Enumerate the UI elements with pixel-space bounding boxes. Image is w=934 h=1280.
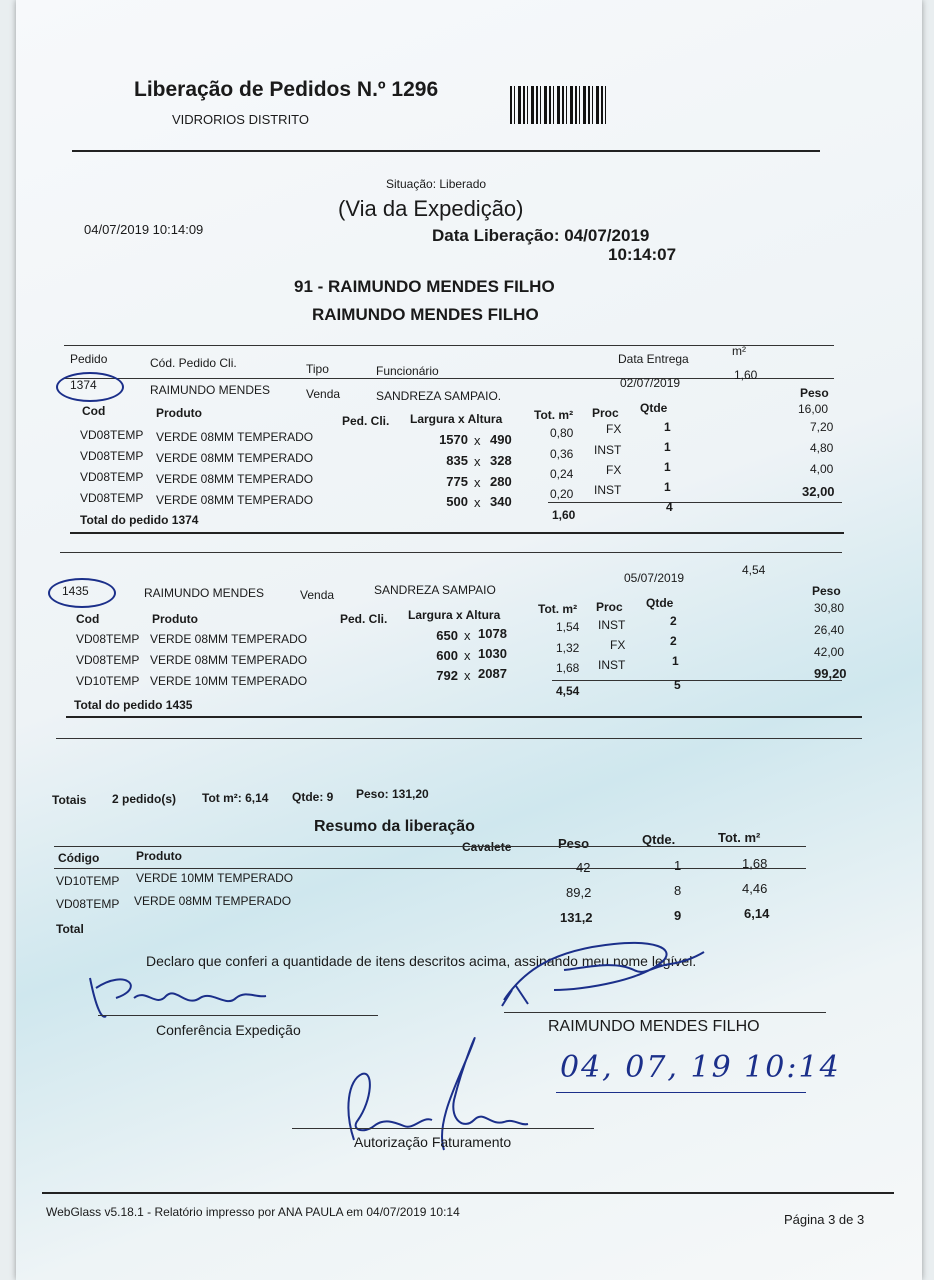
page-number: Página 3 de 3 (784, 1212, 865, 1227)
col-ped-cli: Ped. Cli. (342, 414, 390, 428)
declaration-text: Declaro que conferi a quantidade de itens descritos acima, assinando meu nome legível. (146, 953, 697, 969)
item-produto: VERDE 08MM TEMPERADO (156, 493, 314, 507)
barcode (510, 86, 606, 124)
item-largura: 1570 (439, 432, 468, 447)
totals-qtde: Qtde: 9 (292, 790, 334, 804)
col-cod: Cod (76, 612, 100, 626)
footer-printed-by: WebGlass v5.18.1 - Relatório impresso por ANA PAULA em 04/07/2019 10:14 (46, 1205, 460, 1219)
order-m2: 4,54 (742, 563, 766, 577)
item-qtde: 2 (670, 614, 677, 628)
col-m2: m² (732, 344, 746, 358)
item-tot: 0,80 (550, 426, 574, 440)
item-largura: 835 (446, 453, 468, 468)
item-qtde: 1 (664, 420, 671, 434)
conferencia-signature (76, 968, 276, 1028)
col-cavalete: Cavalete (462, 840, 512, 854)
resumo-peso: 89,2 (566, 885, 592, 900)
item-proc: INST (598, 658, 626, 672)
document-page: Liberação de Pedidos N.º 1296 VIDRORIOS DISTRITO Situação: Liberado (Via da Expedição) 04/07/2019 10:14:09 Data Liberação: 04/07/2019 10:14:07 91 - RAIMUNDO MENDES FILHO RAIMUNDO MENDES FILHO Pedido Cód. Pedido Cli. Tipo Funcionário Data Entrega m² 1374 RAIMUNDO MENDES Venda SANDREZA SAMPAIO. 02/07/2019 1,60 Cod Produto Ped. Cli. Largura x Altura Tot. m² Proc Qtde Peso 16,00 VD08TEMP VERDE 08MM TEMPERADO 1570 x 490 0,80 FX 1 7,20 VD08TEMP VERDE 08MM TEMPERADO 835 x 328 0,36 INST 1 4,80 VD08TEMP VERDE 08MM TEMPERADO 775 x 280 0,24 FX 1 4,00 VD08TEMP VERDE 08MM TEMPERADO 500 x 340 0,20 INST 1 32,00 Total do pedido 1374 1,60 4 1435 RAIMUNDO MENDES Venda SANDREZA SAMPAIO 05/07/2019 4,54 Cod Produto Ped. Cli. Largura x Altura Tot. m² Proc Qtde Peso VD08TEMP VERDE 08MM TEMPERADO 650 x 1078 1,54 INST 2 30,80 VD08TEMP VERDE 08MM TEMPERADO 600 x 1030 1,32 FX 2 26,40 VD10TEMP VERDE 10MM TEMPERADO 792 x 2087 1,68 INST 1 42,00 99,20 Total do pedido 1435 4,54 5 Totais 2 pedido(s) Tot m²: 6,14 Qtde: 9 Peso: 131,20 Resumo da liberação Cavalete Peso Qtde. Tot. m² Código Produto VD10TEMP VERDE 10MM TEMPERADO 42 1 1,68 VD08TEMP VERDE 08MM TEMPERADO 89,2 8 4,46 Total 131,2 9 6,14 Declaro que conferi a quantidade de itens descritos acima, assinando meu nome legível. Conferência Expedição RAIMUNDO MENDES FILHO 04, 07, 19 10:14 Autorização Faturamento WebGlass v5.18.1 - Relatório impresso por ANA PAULA em 04/07/2019 10:14 Página 3 de 3 (16, 0, 922, 1280)
item-cod: VD08TEMP (80, 470, 144, 484)
divider (66, 716, 862, 718)
item-largura: 600 (436, 648, 458, 663)
item-tot: 1,54 (556, 620, 580, 634)
signature-line (292, 1128, 594, 1129)
order-data-entrega: 02/07/2019 (620, 376, 681, 390)
conferencia-label: Conferência Expedição (156, 1022, 301, 1038)
resumo-qtde: 1 (674, 858, 682, 873)
order-total-m2: 4,54 (556, 684, 580, 698)
resumo-title: Resumo da liberação (314, 818, 475, 835)
item-altura: 280 (490, 474, 512, 489)
item-produto: VERDE 08MM TEMPERADO (156, 430, 314, 444)
totals-m2: Tot m²: 6,14 (202, 791, 269, 805)
divider (64, 378, 834, 379)
item-peso: 4,00 (810, 462, 834, 476)
col-qtde: Qtde (640, 401, 668, 415)
divider (56, 738, 862, 739)
item-qtde: 1 (672, 654, 679, 668)
item-cod: VD10TEMP (76, 674, 140, 688)
col-cod: Cod (82, 404, 106, 418)
signature-line (98, 1015, 378, 1016)
divider (54, 846, 806, 847)
resumo-total-label: Total (56, 922, 84, 936)
totals-peso: Peso: 131,20 (356, 787, 429, 801)
order-total-qtde: 5 (674, 678, 681, 692)
order-total-label: Total do pedido 1374 (80, 513, 199, 527)
order-total-m2: 1,60 (552, 508, 576, 522)
resumo-produto: VERDE 10MM TEMPERADO (136, 871, 294, 885)
item-altura: 1078 (478, 626, 507, 641)
col-produto: Produto (152, 612, 198, 626)
item-largura: 775 (446, 474, 468, 489)
col-largura-altura: Largura x Altura (410, 412, 503, 426)
item-peso: 32,00 (802, 484, 835, 499)
order-total-qtde: 4 (666, 500, 673, 514)
item-proc: INST (594, 443, 622, 457)
col-produto: Produto (156, 406, 202, 420)
order-funcionario: SANDREZA SAMPAIO (374, 583, 496, 597)
item-cod: VD08TEMP (76, 653, 140, 667)
item-produto: VERDE 08MM TEMPERADO (156, 472, 314, 486)
item-tot: 0,20 (550, 487, 574, 501)
resumo-peso: 42 (576, 860, 591, 875)
item-peso: 4,80 (810, 441, 834, 455)
item-cod: VD08TEMP (76, 632, 140, 646)
totals-pedidos: 2 pedido(s) (112, 792, 177, 806)
client-signature (494, 930, 724, 1020)
divider (54, 868, 806, 869)
item-peso: 7,20 (810, 420, 834, 434)
order-tipo: Venda (300, 588, 335, 602)
item-produto: VERDE 08MM TEMPERADO (150, 632, 308, 646)
col-tot-m2: Tot. m² (538, 602, 578, 616)
col-proc: Proc (592, 406, 619, 420)
item-cod: VD08TEMP (80, 449, 144, 463)
item-largura: 650 (436, 628, 458, 643)
col-tipo: Tipo (306, 362, 329, 376)
resumo-codigo: VD10TEMP (56, 874, 120, 888)
document-title: Liberação de Pedidos N.º 1296 (134, 78, 439, 101)
item-qtde: 1 (664, 440, 671, 454)
item-altura: 328 (490, 453, 512, 468)
col-peso: Peso (812, 584, 841, 598)
col-ped-cli: Ped. Cli. (340, 612, 388, 626)
item-largura: 792 (436, 668, 458, 683)
item-proc: FX (610, 638, 626, 652)
autorizacao-label: Autorização Faturamento (354, 1134, 512, 1150)
item-peso: 30,80 (814, 601, 845, 615)
handwritten-date: 04, 07, 19 10:14 (560, 1050, 841, 1085)
item-tot: 0,24 (550, 467, 574, 481)
col-peso: Peso (800, 386, 829, 400)
resumo-qtde: 8 (674, 883, 682, 898)
order-data-entrega: 05/07/2019 (624, 571, 685, 585)
resumo-produto: VERDE 08MM TEMPERADO (134, 894, 292, 908)
divider (64, 345, 834, 346)
item-produto: VERDE 10MM TEMPERADO (150, 674, 308, 688)
col-codigo: Código (58, 851, 100, 865)
print-datetime: 04/07/2019 10:14:09 (84, 222, 204, 237)
data-liberacao-time: 10:14:07 (608, 245, 677, 264)
col-tot-m2: Tot. m² (718, 830, 761, 845)
col-pedido: Pedido (70, 352, 108, 366)
order-id: 1435 (62, 584, 89, 598)
item-peso: 42,00 (814, 645, 845, 659)
resumo-tot: 4,46 (742, 881, 768, 896)
col-proc: Proc (596, 600, 623, 614)
item-altura: 340 (490, 494, 512, 509)
client-line-2: RAIMUNDO MENDES FILHO (312, 305, 539, 324)
divider (552, 680, 842, 681)
divider (60, 552, 842, 553)
company-name: VIDRORIOS DISTRITO (172, 112, 309, 127)
peso-value: 16,00 (798, 402, 829, 416)
item-proc: INST (598, 618, 626, 632)
col-qtde: Qtde (646, 596, 674, 610)
item-altura: 1030 (478, 646, 507, 661)
divider (42, 1192, 894, 1194)
order-client: RAIMUNDO MENDES (150, 383, 271, 397)
item-altura: 490 (490, 432, 512, 447)
resumo-total-qtde: 9 (674, 908, 682, 923)
item-cod: VD08TEMP (80, 491, 144, 505)
order-client: RAIMUNDO MENDES (144, 586, 265, 600)
order-id: 1374 (70, 378, 97, 392)
item-largura: 500 (446, 494, 468, 509)
client-line-1: 91 - RAIMUNDO MENDES FILHO (294, 277, 555, 296)
col-peso: Peso (558, 836, 590, 851)
item-qtde: 1 (664, 480, 671, 494)
col-funcionario: Funcionário (376, 364, 439, 378)
status-situacao: Situação: Liberado (386, 177, 487, 191)
col-qtde: Qtde. (642, 832, 676, 847)
item-tot: 0,36 (550, 447, 574, 461)
order-tipo: Venda (306, 387, 341, 401)
resumo-tot: 1,68 (742, 856, 768, 871)
item-produto: VERDE 08MM TEMPERADO (150, 653, 308, 667)
client-signature-name: RAIMUNDO MENDES FILHO (548, 1018, 760, 1035)
divider (548, 502, 842, 503)
item-proc: FX (606, 463, 622, 477)
col-data-entrega: Data Entrega (618, 352, 689, 366)
order-total-label: Total do pedido 1435 (74, 698, 193, 712)
col-produto: Produto (136, 849, 182, 863)
item-proc: INST (594, 483, 622, 497)
item-altura: 2087 (478, 666, 507, 681)
divider (72, 150, 820, 152)
resumo-total-tot: 6,14 (744, 906, 770, 921)
col-cod-pedido-cli: Cód. Pedido Cli. (150, 356, 237, 370)
order-funcionario: SANDREZA SAMPAIO. (376, 389, 502, 403)
item-qtde: 2 (670, 634, 677, 648)
item-qtde: 1 (664, 460, 671, 474)
data-liberacao: Data Liberação: 04/07/2019 (432, 226, 650, 245)
order-total-peso: 99,20 (814, 666, 847, 681)
item-peso: 26,40 (814, 623, 845, 637)
resumo-total-peso: 131,2 (560, 910, 593, 925)
item-tot: 1,32 (556, 641, 580, 655)
divider (70, 532, 844, 534)
item-cod: VD08TEMP (80, 428, 144, 442)
via-label: (Via da Expedição) (338, 196, 524, 221)
item-tot: 1,68 (556, 661, 580, 675)
col-largura-altura: Largura x Altura (408, 608, 501, 622)
resumo-codigo: VD08TEMP (56, 897, 120, 911)
order-m2: 1,60 (734, 368, 758, 382)
totals-label: Totais (52, 793, 87, 807)
item-produto: VERDE 08MM TEMPERADO (156, 451, 314, 465)
signature-line (504, 1012, 826, 1013)
item-proc: FX (606, 422, 622, 436)
handwritten-underline (556, 1092, 806, 1093)
col-tot-m2: Tot. m² (534, 408, 574, 422)
